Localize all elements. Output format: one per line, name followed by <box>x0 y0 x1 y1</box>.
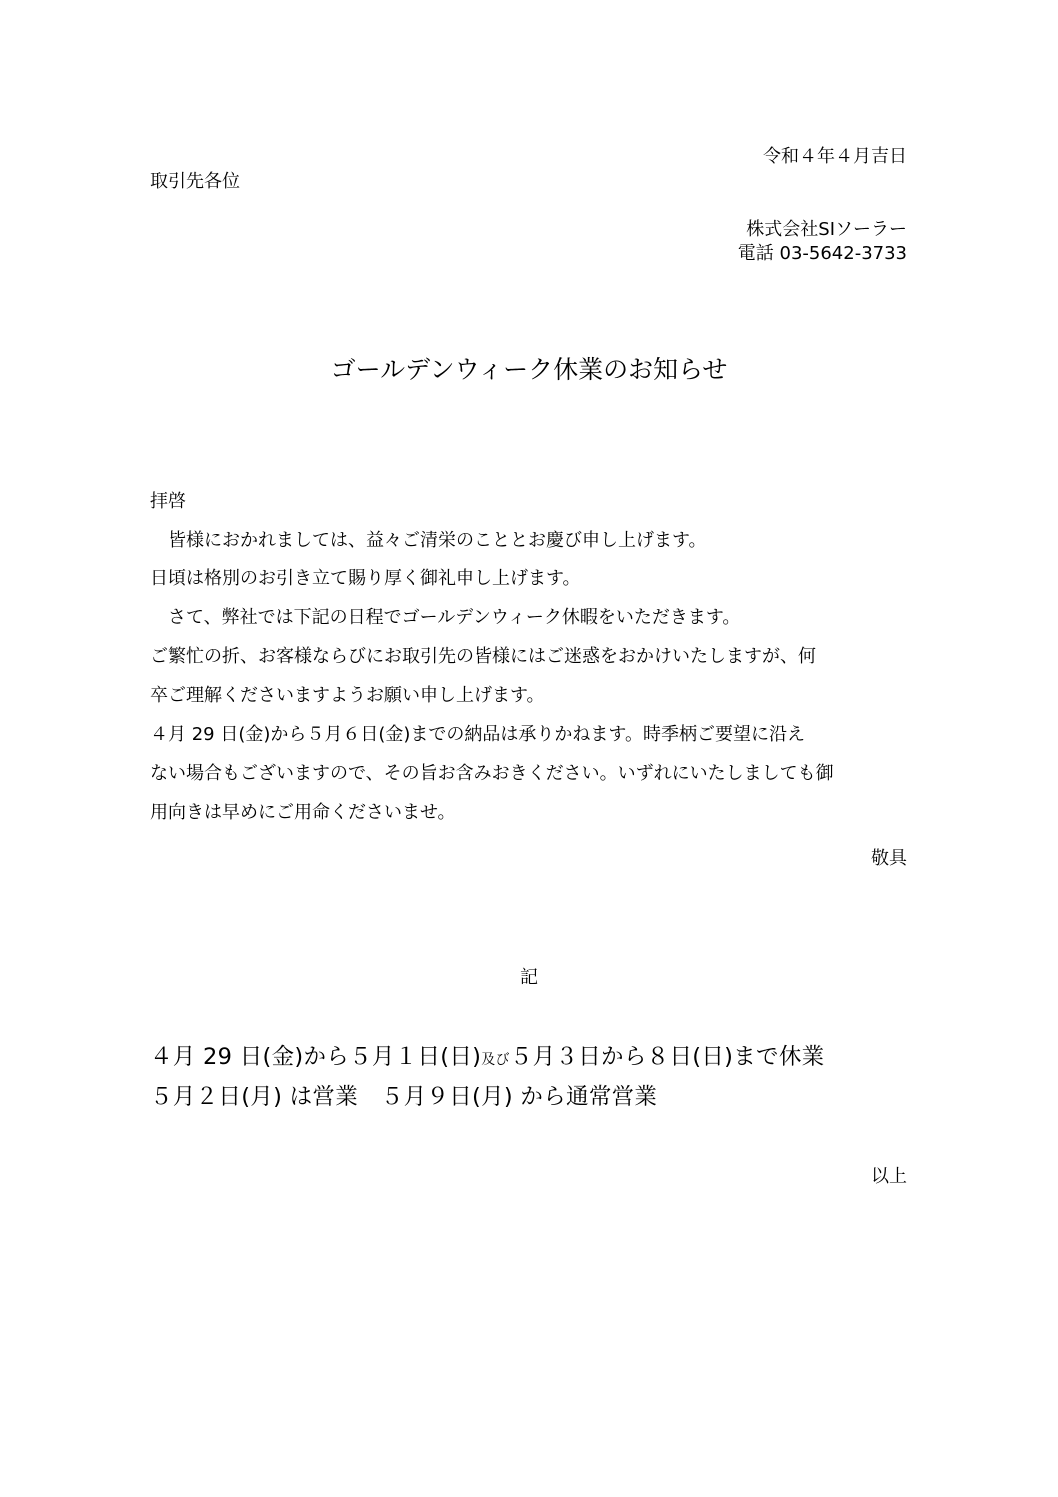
holiday-period-part-2: ５月３日から８日(日)まで休業 <box>509 1044 825 1070</box>
end-mark: 以上 <box>871 1166 907 1187</box>
date: 令和４年４月吉日 <box>763 146 907 167</box>
body-line-8: 用向きは早めにご用命くださいませ。 <box>150 802 456 823</box>
body-line-4: ご繁忙の折、お客様ならびにお取引先の皆様にはご迷惑をおかけいたしますが、何 <box>150 646 816 667</box>
closing: 敬具 <box>871 848 907 869</box>
phone-number: 電話 03-5642-3733 <box>737 243 907 264</box>
body-line-7: ない場合もございますので、その旨お含みおきください。いずれにいたしましても御 <box>150 763 834 784</box>
business-days-line: ５月２日(月) は営業 ５月９日(月) から通常営業 <box>150 1084 658 1110</box>
company-name: 株式会社SIソーラー <box>746 219 907 240</box>
body-line-1: 皆様におかれましては、益々ご清栄のこととお慶び申し上げます。 <box>150 530 707 551</box>
body-line-2: 日頃は格別のお引き立て賜り厚く御礼申し上げます。 <box>150 568 581 589</box>
body-line-3: さて、弊社では下記の日程でゴールデンウィーク休暇をいただきます。 <box>150 607 741 628</box>
salutation: 拝啓 <box>150 491 186 512</box>
conjunction: 及び <box>481 1052 510 1068</box>
holiday-period-part-1: ４月 29 日(金)から５月１日(日) <box>150 1044 482 1070</box>
page-title: ゴールデンウィーク休業のお知らせ <box>330 355 728 384</box>
body-line-5: 卒ご理解くださいますようお願い申し上げます。 <box>150 685 545 706</box>
holiday-schedule-line <box>150 1042 824 1075</box>
recipient: 取引先各位 <box>150 171 240 192</box>
body-line-6: ４月 29 日(金)から５月６日(金)までの納品は承りかねます。時季柄ご要望に沿え <box>150 724 805 745</box>
notice-heading: 記 <box>520 967 538 988</box>
